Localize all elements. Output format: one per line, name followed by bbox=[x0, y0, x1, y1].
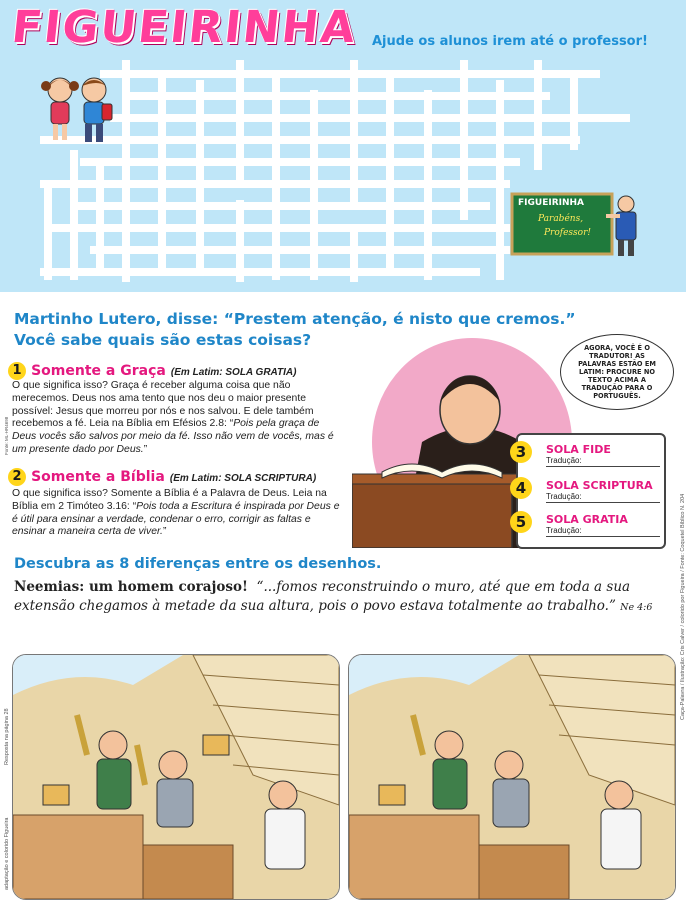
board-line-1: Parabéns, bbox=[538, 214, 584, 224]
item-1-body: O que significa isso? Graça é receber alguma coisa que não merecemos. Deus nos ama tento que nos deu o maior presente possível: Jesus que morreu por nós e nos salvou. E dele também recebemos a fé. Leia na Bíblia em Efésios 2.8: “ bbox=[12, 380, 314, 430]
speech-bubble: AGORA, VOCÊ É O TRADUTOR! AS PALAVRAS ESTÃO EM LATIM: PROCURE NO TEXTO ACIMA A TRADUÇÃO PARA O PORTUGUÊS. bbox=[560, 334, 674, 410]
card-translation-field[interactable]: Tradução: bbox=[546, 456, 660, 467]
item-2-end: ” bbox=[162, 526, 167, 538]
card-number-5: 5 bbox=[510, 511, 532, 533]
maze-instruction: Ajude os alunos irem até o professor! bbox=[372, 34, 648, 49]
card-term-sola-fide: SOLA FIDE bbox=[546, 443, 611, 456]
item-1-title: Somente a Graça bbox=[31, 363, 166, 379]
item-2-latin: (Em Latim: SOLA SCRIPTURA) bbox=[169, 473, 317, 484]
card-translation-field[interactable]: Tradução: bbox=[546, 526, 660, 537]
item-1-end: ” bbox=[143, 443, 148, 455]
chalkboard bbox=[510, 190, 640, 258]
credit-left-photo: Fonte: ML-HR4698 bbox=[4, 416, 9, 455]
item-1-heading bbox=[8, 360, 296, 380]
verse-reference: Ne 4:6 bbox=[620, 602, 653, 613]
card-translation-field[interactable]: Tradução: bbox=[546, 492, 660, 503]
item-2-quote: Pois toda a Escritura é inspirada por Deus e é útil para ensinar a verdade, condenar o erro, corrigir as faltas e ensinar a maneira certa de viver. bbox=[12, 500, 340, 538]
kids-illustration bbox=[38, 70, 118, 150]
differences-title: Descubra as 8 diferenças entre os desenhos. bbox=[14, 556, 382, 572]
card-row-5 bbox=[515, 513, 660, 537]
scene-left[interactable] bbox=[12, 654, 340, 900]
board-line-2: Professor! bbox=[544, 228, 592, 238]
question-line: Você sabe quais são estas coisas? bbox=[14, 331, 312, 349]
card-term-sola-scriptura: SOLA SCRIPTURA bbox=[546, 479, 653, 492]
credit-right: Caça-Palavra / Ilustração: Cris Calver / colorido por Figueira / Fonte: Coquetel Bíblico N. 204 bbox=[680, 493, 686, 720]
card-number-4: 4 bbox=[510, 477, 532, 499]
verse-block bbox=[14, 578, 674, 617]
card-row-4 bbox=[515, 479, 660, 503]
translation-card bbox=[516, 433, 666, 549]
item-1-latin: (Em Latim: SOLA GRATIA) bbox=[170, 367, 297, 378]
item-2-title: Somente a Bíblia bbox=[31, 469, 165, 485]
luther-quote: Martinho Lutero, disse: “Prestem atenção, é nisto que cremos.” bbox=[14, 310, 576, 328]
item-2-body: O que significa isso? Somente a Bíblia é a Palavra de Deus. Leia na Bíblia em 2 Timóteo 3.16: “ bbox=[12, 488, 327, 512]
item-1-text bbox=[12, 380, 342, 457]
card-number-3: 3 bbox=[510, 441, 532, 463]
item-2-text bbox=[12, 488, 347, 539]
board-brand: FIGUEIRINHA bbox=[518, 198, 584, 208]
scene-right[interactable] bbox=[348, 654, 676, 900]
verse-lead: Neemias: um homem corajoso! bbox=[14, 579, 248, 595]
item-1-quote: Pois pela graça de Deus vocês são salvos por meio da fé. Isso não vem de vocês, mas é um presente dado por Deus. bbox=[12, 418, 334, 455]
verse-text: “...fomos reconstruindo o muro, até que em toda a sua extensão chegamos à metade da sua altura, pois o povo estava totalmente ao trabalho.” bbox=[14, 579, 631, 614]
item-2-heading bbox=[8, 466, 316, 486]
item-2-number: 2 bbox=[8, 468, 26, 486]
card-row-3 bbox=[515, 443, 660, 467]
credit-left-answer: Resposta na página 28 bbox=[4, 708, 10, 765]
item-1-number: 1 bbox=[8, 362, 26, 380]
brand-title: FIGUEIRINHA bbox=[9, 2, 360, 53]
card-term-sola-gratia: SOLA GRATIA bbox=[546, 513, 628, 526]
credit-left-adapt: adaptação e colorido Figueira bbox=[4, 817, 10, 890]
